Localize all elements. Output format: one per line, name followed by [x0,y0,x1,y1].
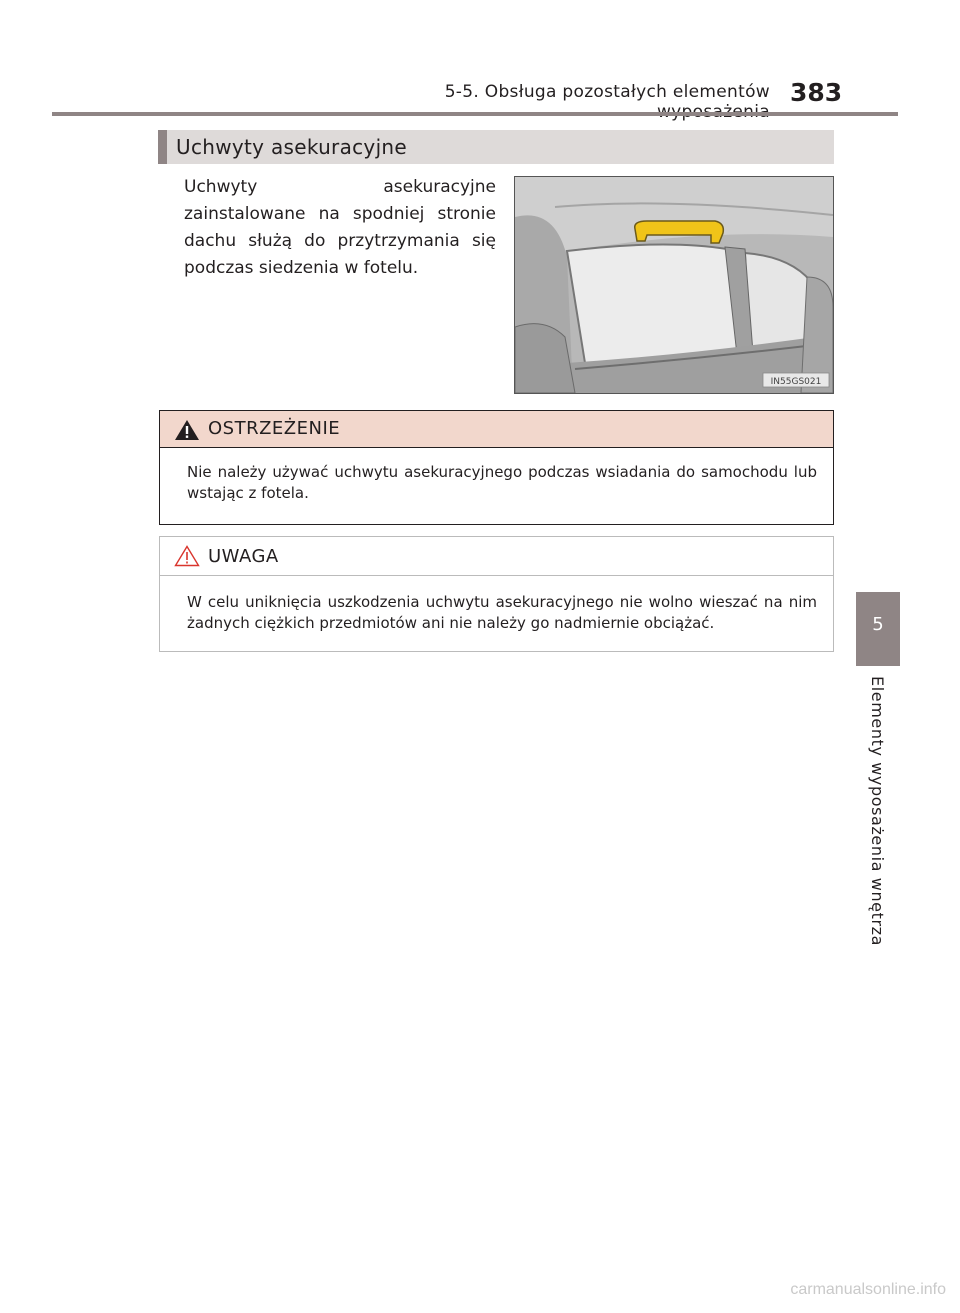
page-number: 383 [790,78,843,107]
notice-header [160,537,833,576]
notice-box [159,536,834,652]
warning-triangle-icon [174,419,200,441]
chapter-title: 5-5. Obsługa pozostałych elementów [444,82,770,102]
section-heading [158,130,834,164]
notice-text: W celu uniknięcia uszkodzenia uchwytu asekuracyjnego nie wolno wieszać na nim żadnych ciężkich przedmiotów ani nie należy go nadmiernie obciążać. [187,593,817,632]
chapter-tab [856,592,900,666]
assist-grip-illustration [514,176,834,394]
header-rule [52,112,898,116]
intro-paragraph: Uchwyty asekuracyjne zainstalowane na spodniej stronie dachu służą do przytrzymania się podczas siedzenia w fotelu. [184,177,496,278]
warning-text: Nie należy używać uchwytu asekuracyjnego podczas wsiadania do samochodu lub wstając z fotela. [187,463,817,502]
warning-title: OSTRZEŻENIE [208,418,341,439]
caution-triangle-icon [174,545,200,567]
section-heading-text: Uchwyty asekuracyjne [176,135,408,159]
warning-header [160,411,833,448]
watermark: carmanualsonline.info [790,1281,946,1298]
chapter-tab-number: 5 [872,614,884,635]
chapter-side-label: Elementy wyposażenia wnętrza [868,676,887,947]
warning-box [159,410,834,525]
figure-code: IN55GS021 [770,377,822,387]
notice-title: UWAGA [208,546,279,567]
